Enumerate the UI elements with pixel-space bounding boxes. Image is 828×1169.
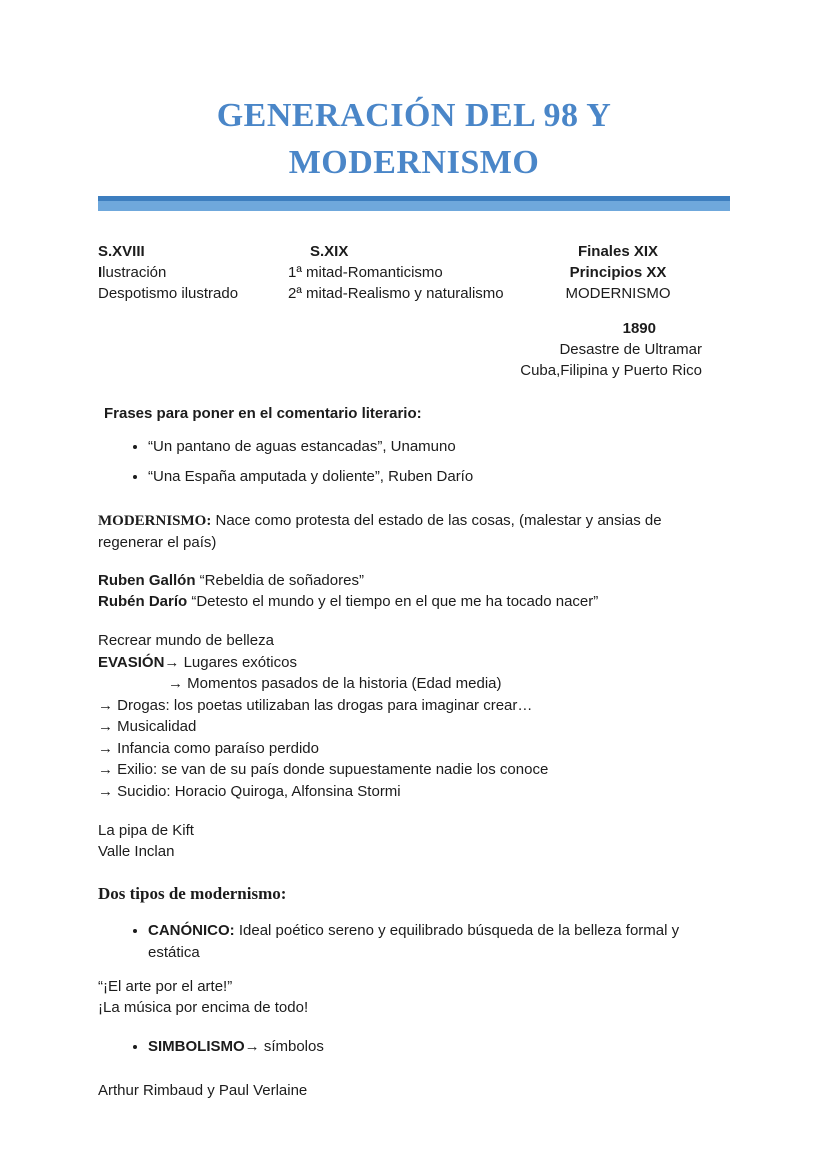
canonico-definition: Ideal poético sereno y equilibrado búsqueda de la belleza formal y estática — [148, 922, 680, 961]
timeline-col-s18 — [98, 241, 288, 304]
evasion-item: → Musicalidad — [98, 718, 197, 735]
frases-list — [98, 436, 730, 488]
timeline-col1-line1-rest: lustración — [102, 264, 167, 281]
evasion-term: EVASIÓN — [98, 653, 165, 671]
authors-line: Arthur Rimbaud y Paul Verlaine — [98, 1082, 308, 1099]
frases-item: • “Un pantano de aguas estancadas”, Unamuno — [148, 436, 730, 458]
timeline-col2-header: S.XIX — [310, 243, 349, 260]
evasion-item: → Sucidio: Horacio Quiroga, Alfonsina Stormi — [98, 782, 401, 800]
timeline-col1-line1-initial: I — [98, 264, 103, 281]
tipos-list — [98, 920, 730, 964]
simbolismo-list — [98, 1036, 730, 1058]
tipos-heading: Dos tipos de modernismo: — [98, 884, 287, 903]
timeline-col2-line2: 2ª mitad-Realismo y naturalismo — [288, 285, 504, 302]
timeline-col-finales — [528, 241, 708, 304]
timeline-row — [98, 241, 730, 304]
reference-line: Valle Inclan — [98, 843, 175, 860]
references-block — [98, 820, 730, 862]
evasion-item: → Exilio: se van de su país donde supuestamente nadie los conoce — [98, 761, 549, 778]
canonico-term: CANÓNICO: — [148, 922, 235, 939]
reference-line: La pipa de Kift — [98, 822, 194, 839]
event-line-1: Desastre de Ultramar — [559, 341, 702, 358]
document-title — [98, 92, 730, 186]
arte-quotes-block — [98, 976, 730, 1018]
evasion-first-item: → Lugares exóticos — [164, 653, 297, 671]
frases-heading: Frases para poner en el comentario literario: — [104, 405, 422, 422]
simbolismo-definition: → símbolos — [244, 1038, 324, 1055]
simbolismo-term: SIMBOLISMO — [148, 1038, 245, 1055]
timeline-col1-line2: Despotismo ilustrado — [98, 285, 239, 302]
event-year: 1890 — [622, 320, 656, 337]
timeline-col3-line1: Finales XIX — [577, 243, 659, 260]
author-quotes-block — [98, 570, 730, 612]
timeline-col-s19 — [288, 241, 528, 304]
evasion-item: → Infancia como paraíso perdido — [98, 739, 319, 757]
evasion-item: → Drogas: los poetas utilizaban las drogas para imaginar crear… — [98, 696, 533, 714]
modernismo-paragraph — [98, 510, 730, 554]
canonico-item — [148, 920, 730, 964]
timeline-col1-line1 — [98, 262, 288, 283]
frases-item: • “Una España amputada y doliente”, Ruben Darío — [148, 466, 730, 488]
modernismo-term: MODERNISMO: — [98, 513, 212, 529]
quote-line — [98, 570, 730, 591]
simbolismo-item — [148, 1036, 730, 1058]
quote-text: “Rebeldia de soñadores” — [195, 572, 364, 589]
quote-line — [98, 591, 730, 612]
evasion-heading-line — [98, 652, 730, 674]
modernismo-definition: Nace como protesta del estado de las cosas, (malestar y ansias de regenerar el país) — [98, 512, 662, 551]
timeline-col3-line2: Principios XX — [569, 264, 667, 281]
timeline-col3-line3: MODERNISMO — [565, 285, 671, 302]
timeline-col1-header: S.XVIII — [98, 243, 145, 260]
timeline-col2-line1: 1ª mitad-Romanticismo — [288, 264, 443, 281]
title-line-1: GENERACIÓN DEL 98 Y — [216, 97, 612, 134]
quote-author: Rubén Darío — [98, 593, 188, 610]
evasion-intro: Recrear mundo de belleza — [98, 632, 274, 649]
quote-author: Ruben Gallón — [98, 572, 196, 589]
arte-quote-line: “¡El arte por el arte!” — [98, 978, 233, 995]
title-line-2: MODERNISMO — [288, 144, 540, 181]
event-line-2: Cuba,Filipina y Puerto Rico — [520, 362, 702, 379]
quote-text: “Detesto el mundo y el tiempo en el que me ha tocado nacer” — [187, 593, 599, 610]
arte-quote-line: ¡La música por encima de todo! — [98, 999, 309, 1016]
evasion-block — [98, 630, 730, 802]
title-divider-bar — [98, 196, 730, 211]
event-1890-block — [98, 318, 730, 381]
evasion-indented-item: → Momentos pasados de la historia (Edad media) — [168, 675, 502, 692]
